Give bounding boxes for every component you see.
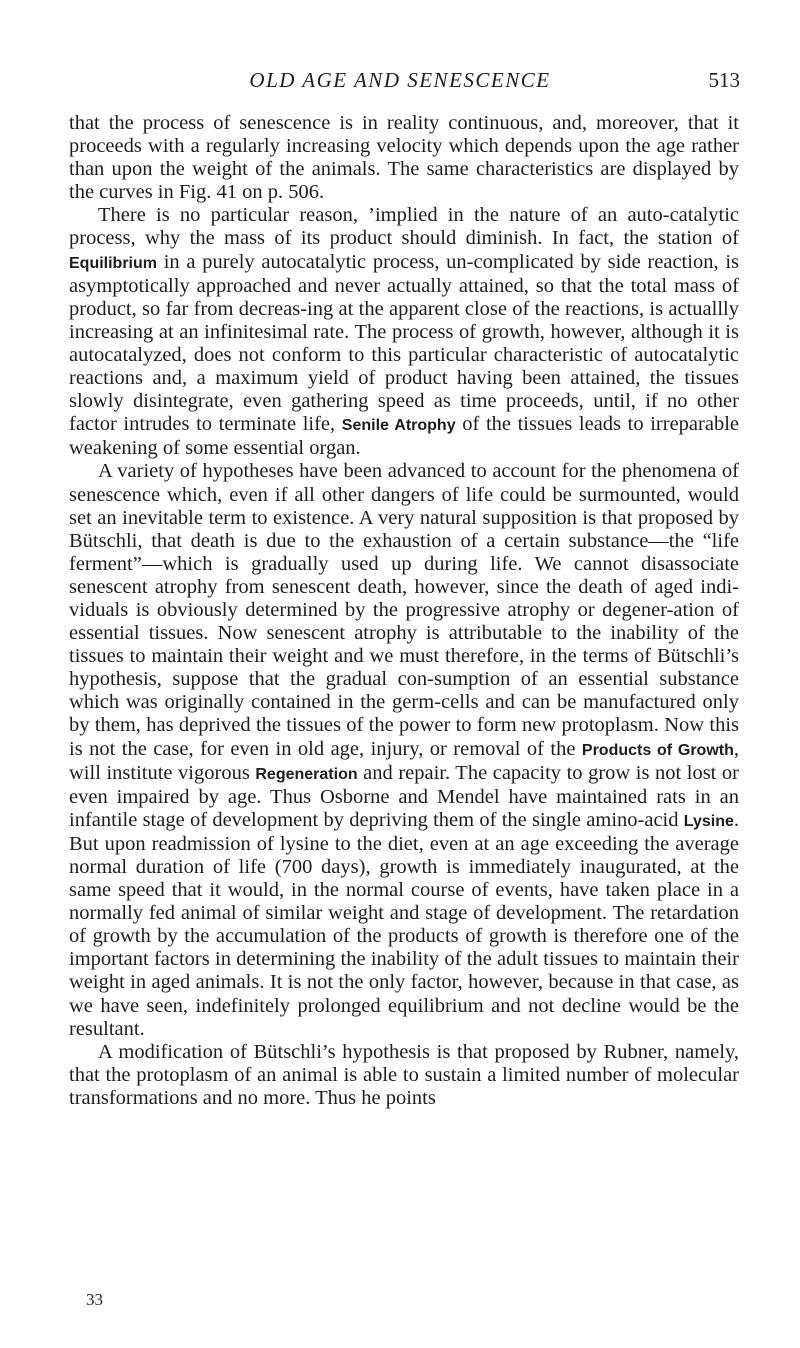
paragraph-2-text-a: There is no particular reason, ’implied in the nature of an auto-catalytic process, why the mass of its product should diminish. In fact, the station of <box>69 204 739 250</box>
running-head <box>0 68 800 98</box>
paragraph-2-text-c: of the tissues leads to irreparable weakening of some essential organ. <box>69 413 740 460</box>
paragraph-1: that the process of senescence is in reality continuous, and, moreover, that it proceeds with a regularly increasing velocity which depends upon the age rather than upon the weight of the animals. The same characteristics are displayed by the curves in Fig. 41 on p. 506. <box>69 112 739 204</box>
body-text <box>69 112 739 1110</box>
page-number: 513 <box>708 68 740 92</box>
paragraph-3 <box>69 460 739 1040</box>
paragraph-2 <box>69 204 739 460</box>
paragraph-3-text-d: . But upon readmission of lysine to the diet, even at an age exceeding the average normal duration of life (700 days), growth is immediately inaugurated, at the same speed that it would, in the normal course of events, have taken place in a normally fed animal of similar weight and stage of development. The retardation of growth by the accumulation of the products of growth is therefore one of the important factors in determining the inability of the adult tissues to maintain their weight in aged animals. It is not the only factor, however, because in that case, as we have seen, indefinitely prolonged equilibrium and not decline would be the resultant. <box>69 808 739 1040</box>
signature-mark: 33 <box>86 1290 103 1309</box>
term-equilibrium: Equilibrium <box>69 254 157 272</box>
term-products-of-growth: Products of Growth <box>581 741 734 759</box>
paragraph-3-text-b: , will institute vigorous <box>69 737 739 784</box>
paragraph-3-text-c: and repair. The capacity to grow is not lost or even impaired by age. Thus Osborne and Mendel have maintained rats in an infantile stage of development by depriving them of the single amino-acid <box>69 761 739 831</box>
running-title: OLD AGE AND SENESCENCE <box>249 68 551 92</box>
term-lysine: Lysine <box>683 812 734 830</box>
term-senile-atrophy: Senile Atrophy <box>341 417 456 435</box>
paragraph-3-text-a: A variety of hypotheses have been advanced to account for the phenomena of senescence which, even if all other dangers of life could be surmounted, would set an inevitable term to existence. A very natural supposition is that proposed by Bütschli, that death is due to the exhaustion of a certain substance—the “life ferment”—which is gradually used up during life. We cannot disassociate senescent atrophy from senescent death, however, since the death of aged indi-viduals is obviously determined by the progressive atrophy or degener-ation of essential tissues. Now senescent atrophy is attributable to the inability of the tissues to maintain their weight and we must therefore, in the terms of Bütschli’s hypothesis, suppose that the gradual con-sumption of an essential substance which was originally contained in the germ-cells and can be manufactured only by them, has deprived the tissues of the power to form new protoplasm. Now this is not the case, for even in old age, injury, or removal of the <box>69 460 739 760</box>
paragraph-2-text-b: in a purely autocatalytic process, un-complicated by side reaction, is asymptotically approached and never actually attained, so that the total mass of product, so far from decreas-ing at the apparent close of the reactions, is actuallly increasing at an infinitesimal rate. The process of growth, however, although it is autocatalyzed, does not conform to this particular characteristic of autocatalytic reactions and, a maximum yield of product having been attained, the tissues slowly disintegrate, even gathering speed as time proceeds, until, if no other factor intrudes to terminate life, <box>69 250 739 436</box>
paragraph-4: A modification of Bütschli’s hypothesis is that proposed by Rubner, namely, that the protoplasm of an animal is able to sustain a limited number of molecular transformations and no more. Thus he points <box>69 1040 739 1109</box>
term-regeneration: Regeneration <box>255 765 358 783</box>
